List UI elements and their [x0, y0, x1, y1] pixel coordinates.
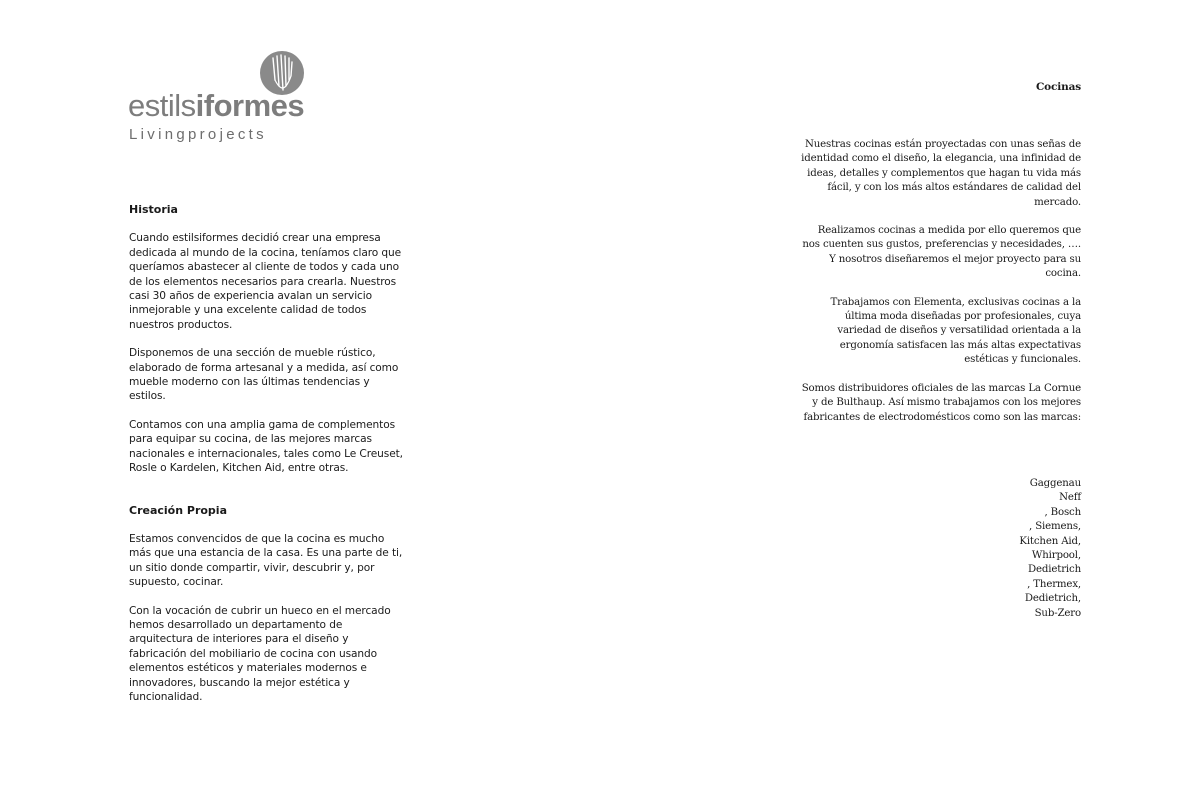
historia-heading: Historia	[129, 203, 178, 216]
brand-item: Dedietrich,	[1024, 593, 1081, 605]
logo-word-light: estils	[128, 88, 196, 120]
brand-item: , Bosch	[1044, 506, 1081, 518]
brand-item: , Thermex,	[1027, 578, 1081, 590]
cocinas-paragraph: Somos distribuidores oficiales de las marcas La Cornue y de Bulthaup. Así mismo trabajamos con los mejores fabricantes de electrodomésticos como son las marcas:	[801, 382, 1081, 423]
creacion-paragraph: Con la vocación de cubrir un hueco en el mercado hemos desarrollado un departamento de arquitectura de interiores para el diseño y fabricación del mobiliario de cocina con usando elementos estéticos y materiales modernos e innovadores, buscando la mejor estética y funcionalidad.	[129, 604, 391, 703]
company-logo	[128, 50, 328, 150]
cocinas-paragraph: Nuestras cocinas están proyectadas con unas señas de identidad como el diseño, la elegancia, una infinidad de ideas, detalles y complementos que hagan tu vida más fácil, y con los más altos estándares de calidad del mercado.	[801, 139, 1081, 208]
brand-item: Whirpool,	[1031, 549, 1081, 561]
historia-paragraph: Contamos con una amplia gama de complementos para equipar su cocina, de las mejores marcas nacionales e internacionales, tales como Le Creuset, Rosle o Kardelen, Kitchen Aid, entre otras.	[129, 418, 403, 475]
right-column	[801, 80, 1081, 621]
logo-word-bold: iformes	[195, 88, 305, 120]
brand-item: Kitchen Aid,	[1019, 535, 1081, 547]
brand-item: Dedietrich	[1028, 564, 1081, 576]
brand-list	[801, 477, 1081, 621]
brand-item: , Siemens,	[1029, 521, 1081, 533]
historia-paragraph: Disponemos de una sección de mueble rústico, elaborado de forma artesanal y a medida, así como mueble moderno con las últimas tendencias y estilos.	[129, 347, 399, 403]
logo-tagline: Livingprojects	[129, 126, 267, 143]
brand-item: Neff	[1059, 492, 1081, 504]
historia-paragraph: Cuando estilsiformes decidió crear una empresa dedicada al mundo de la cocina, teníamos claro que queríamos abastecer al cliente de todos y cada uno de los elementos necesarios para crearla. Nuestros casi 30 años de experiencia avalan un servicio inmejorable y una excelente calidad de todos nuestros productos.	[129, 232, 402, 331]
creacion-heading: Creación Propia	[129, 503, 228, 517]
logo-wordmark	[128, 86, 304, 120]
cocinas-heading: Cocinas	[1035, 81, 1081, 93]
left-column	[129, 203, 409, 718]
section-spacer	[129, 490, 409, 504]
brand-item: Sub-Zero	[1034, 607, 1081, 619]
cocinas-paragraph: Realizamos cocinas a medida por ello queremos que nos cuenten sus gustos, preferencias y necesidades, …. Y nosotros diseñaremos el mejor proyecto para su cocina.	[802, 225, 1081, 280]
creacion-paragraph: Estamos convencidos de que la cocina es mucho más que una estancia de la casa. Es una parte de ti, un sitio donde compartir, vivir, descubrir y, por supuesto, cocinar.	[129, 532, 403, 589]
cocinas-paragraph: Trabajamos con Elementa, exclusivas cocinas a la última moda diseñadas por profesionales, cuya variedad de diseños y versatilidad orientada a la ergonomía satisfacen las más altas expectativas estéticas y funcionales.	[830, 296, 1081, 366]
brand-item: Gaggenau	[1029, 477, 1081, 489]
